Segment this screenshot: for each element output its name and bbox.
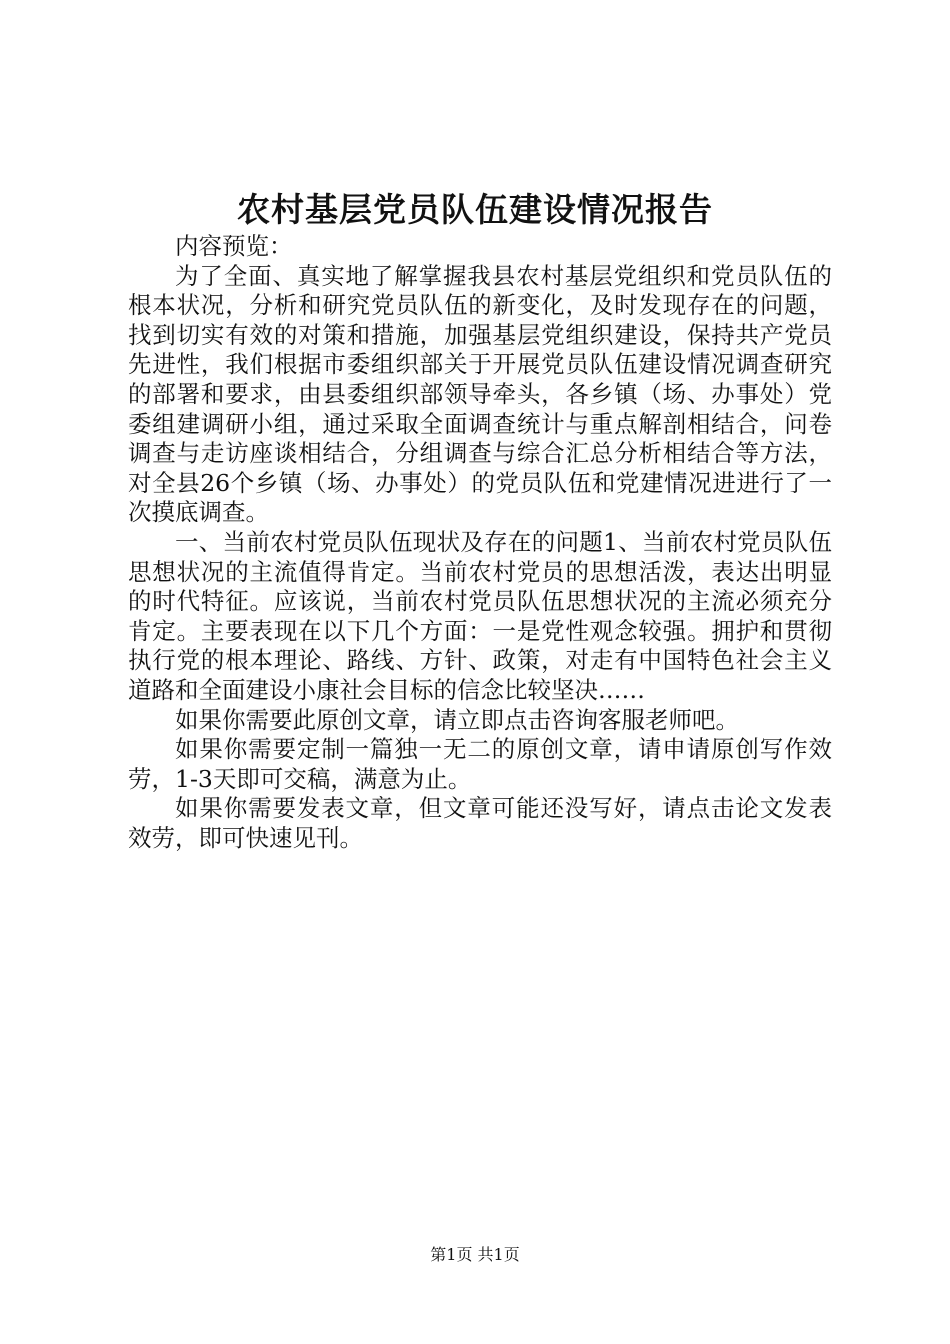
- preview-label: 内容预览：: [175, 232, 293, 260]
- document-body: [128, 232, 832, 853]
- document-title: 农村基层党员队伍建设情况报告: [237, 190, 713, 229]
- paragraph-intro: 为了全面、真实地了解掌握我县农村基层党组织和党员队伍的根本状况，分析和研究党员队伍的新变化，及时发现存在的问题，找到切实有效的对策和措施，加强基层党组织建设，保持共产党员先进性，我们根据市委组织部关于开展党员队伍建设情况调查研究的部署和要求，由县委组织部领导牵头，各乡镇（场、办事处）党委组建调研小组，通过采取全面调查统计与重点解剖相结合，问卷调查与走访座谈相结合，分组调查与综合汇总分析相结合等方法，对全县26个乡镇（场、办事处）的党员队伍和党建情况进进行了一次摸底调查。: [128, 261, 832, 527]
- paragraph-publish: 如果你需要发表文章，但文章可能还没写好，请点击论文发表效劳，即可快速见刊。: [128, 794, 832, 852]
- paragraph-custom-writing: 如果你需要定制一篇独一无二的原创文章，请申请原创写作效劳，1-3天即可交稿，满意为止。: [128, 735, 832, 793]
- paragraph-consult: 如果你需要此原创文章，请立即点击咨询客服老师吧。: [175, 705, 739, 734]
- page-footer: 第1页 共1页: [430, 1245, 520, 1264]
- paragraph-status: 一、当前农村党员队伍现状及存在的问题1、当前农村党员队伍思想状况的主流值得肯定。当前农村党员的思想活泼，表达出明显的时代特征。应该说，当前农村党员队伍思想状况的主流必须充分肯定。主要表现在以下几个方面：一是党性观念较强。拥护和贯彻执行党的根本理论、路线、方针、政策，对走有中国特色社会主义道路和全面建设小康社会目标的信念比较坚决……: [128, 527, 832, 704]
